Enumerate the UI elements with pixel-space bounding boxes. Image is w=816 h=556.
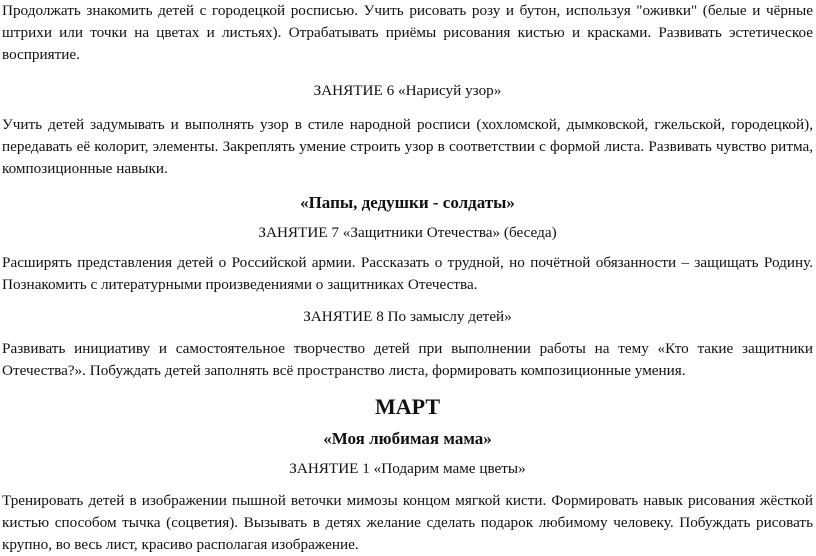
lesson-1-text: Тренировать детей в изображении пышной веточки мимозы концом мягкой кисти. Формировать навык рисования жёсткой кистью способом тычка (соцветия). Вызывать в детях желание сделать подарок любимому человеку. Побуждать рисовать крупно, во весь лист, красиво располагая изображение. — [2, 492, 813, 553]
lesson-1-title: ЗАНЯТИЕ 1 «Подарим маме цветы» — [289, 460, 526, 477]
lesson-6-text: Учить детей задумывать и выполнять узор в стиле народной росписи (хохломской, дымковской, гжельской, городецкой), передавать её колорит, элементы. Закреплять умение строить узор в соответствии с формой листа. Развивать чувство ритма, композиционные навыки. — [2, 116, 813, 177]
theme-mother-heading: «Моя любимая мама» — [323, 429, 492, 448]
lesson-7-text: Расширять представления детей о Российской армии. Рассказать о трудной, но почётной обязанности – защищать Родину. Познакомить с литературными произведениями о защитниках Отечества. — [2, 254, 813, 293]
month-march-heading: МАРТ — [374, 394, 441, 419]
lesson-8-title: ЗАНЯТИЕ 8 По замыслу детей» — [303, 308, 512, 325]
lesson-8-text: Развивать инициативу и самостоятельное творчество детей при выполнении работы на тему «Кто такие защитники Отечества?». Побуждать детей заполнять всё пространство листа, формировать композиционные умения. — [2, 340, 813, 379]
lesson-7-title: ЗАНЯТИЕ 7 «Защитники Отечества» (беседа) — [258, 224, 557, 241]
intro-paragraph: Продолжать знакомить детей с городецкой росписью. Учить рисовать розу и бутон, используя "оживки" (белые и чёрные штрихи или точки на цветах и листьях). Отрабатывать приёмы рисования кистью и красками. Развивать эстетическое восприятие. — [2, 2, 813, 63]
lesson-6-title: ЗАНЯТИЕ 6 «Нарисуй узор» — [313, 82, 502, 99]
theme-fathers-heading: «Папы, дедушки - солдаты» — [300, 193, 515, 212]
